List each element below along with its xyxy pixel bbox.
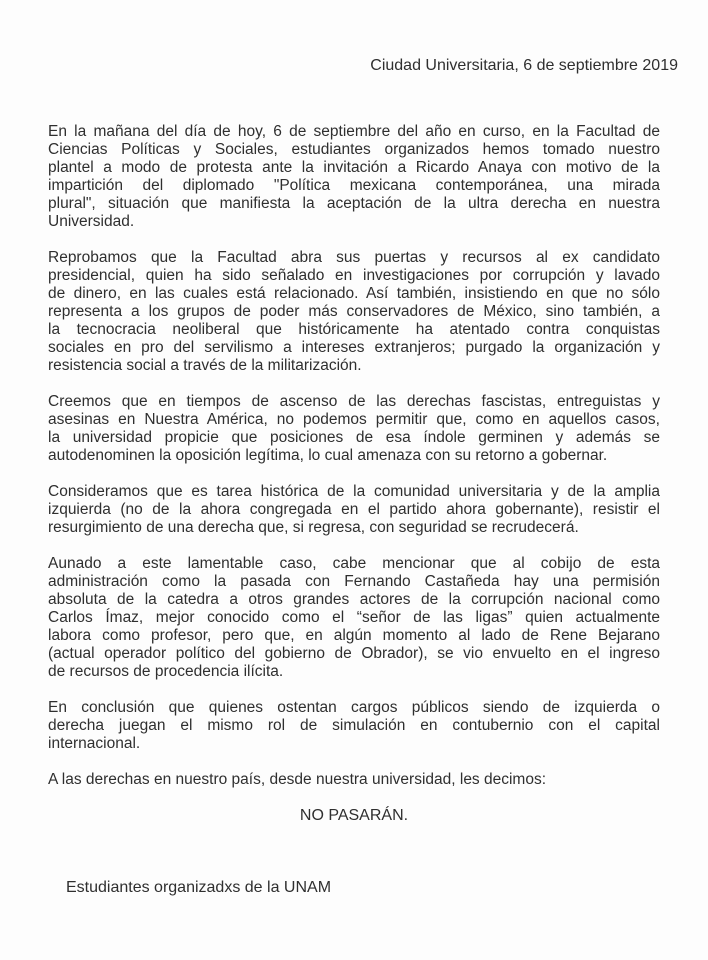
- text-line: derecha juegan el mismo rol de simulación en contubernio con el capital: [48, 717, 660, 734]
- text-line: Carlos Ímaz, mejor conocido como el “señor de las ligas” quien actualmente: [48, 609, 660, 626]
- text-line: plantel a modo de protesta ante la invitación a Ricardo Anaya con motivo de la: [48, 159, 660, 176]
- paragraph: [48, 699, 660, 753]
- paragraph: [48, 393, 660, 465]
- text-line: Reprobamos que la Facultad abra sus puertas y recursos al ex candidato: [48, 249, 660, 266]
- dateline: Ciudad Universitaria, 6 de septiembre 2019: [370, 57, 678, 74]
- text-line: Aunado a este lamentable caso, cabe mencionar que al cobijo de esta: [48, 555, 660, 572]
- text-line: Universidad.: [48, 213, 135, 230]
- paragraph: [48, 123, 660, 231]
- text-line: Creemos que en tiempos de ascenso de las derechas fascistas, entreguistas y: [48, 393, 660, 410]
- text-line: izquierda (no de la ahora congregada en el partido ahora gobernante), resistir el: [48, 501, 660, 518]
- paragraph: [48, 249, 660, 375]
- text-line: A las derechas en nuestro país, desde nuestra universidad, les decimos:: [48, 771, 547, 788]
- text-line: sociales en pro del servilismo a intereses extranjeros; purgado la organización y: [48, 339, 660, 356]
- slogan: NO PASARÁN.: [299, 807, 409, 824]
- text-line: En conclusión que quienes ostentan cargos públicos siendo de izquierda o: [48, 699, 660, 716]
- text-line: impartición del diplomado "Política mexicana contemporánea, una mirada: [48, 177, 660, 194]
- text-line: resistencia social a través de la militarización.: [48, 357, 362, 374]
- text-line: presidencial, quien ha sido señalado en investigaciones por corrupción y lavado: [48, 267, 660, 284]
- text-line: la universidad propicie que posiciones de esa índole germinen y además se: [48, 429, 660, 446]
- text-line: autodenominen la oposición legítima, lo cual amenaza con su retorno a gobernar.: [48, 447, 608, 464]
- paragraph: [48, 483, 660, 537]
- text-line: En la mañana del día de hoy, 6 de septiembre del año en curso, en la Facultad de: [48, 123, 660, 140]
- text-line: asesinas en Nuestra América, no podemos permitir que, como en aquellos casos,: [48, 411, 660, 428]
- text-line: plural", situación que manifiesta la aceptación de la ultra derecha en nuestra: [48, 195, 660, 212]
- text-line: absoluta de la catedra a otros grandes actores de la corrupción nacional como: [48, 591, 660, 608]
- text-line: de dinero, en las cuales está relacionado. Así también, insistiendo en que no sólo: [48, 285, 660, 302]
- text-line: internacional.: [48, 735, 141, 752]
- paragraph: [48, 555, 660, 681]
- text-line: labora como profesor, pero que, en algún momento al lado de Rene Bejarano: [48, 627, 660, 644]
- text-line: Ciencias Políticas y Sociales, estudiantes organizados hemos tomado nuestro: [48, 141, 660, 158]
- signature: Estudiantes organizadxs de la UNAM: [66, 879, 332, 896]
- text-line: de recursos de procedencia ilícita.: [48, 663, 284, 680]
- text-line: (actual operador político del gobierno de Obrador), se vio envuelto en el ingreso: [48, 645, 660, 662]
- text-line: Consideramos que es tarea histórica de la comunidad universitaria y de la amplia: [48, 483, 660, 500]
- text-line: administración como la pasada con Fernando Castañeda hay una permisión: [48, 573, 660, 590]
- paragraph: [48, 771, 660, 789]
- text-line: la tecnocracia neoliberal que históricamente ha atentado contra conquistas: [48, 321, 660, 338]
- document-body: [0, 123, 708, 789]
- text-line: representa a los grupos de poder más conservadores de México, sino también, a: [48, 303, 660, 320]
- text-line: resurgimiento de una derecha que, si regresa, con seguridad se recrudecerá.: [48, 519, 579, 536]
